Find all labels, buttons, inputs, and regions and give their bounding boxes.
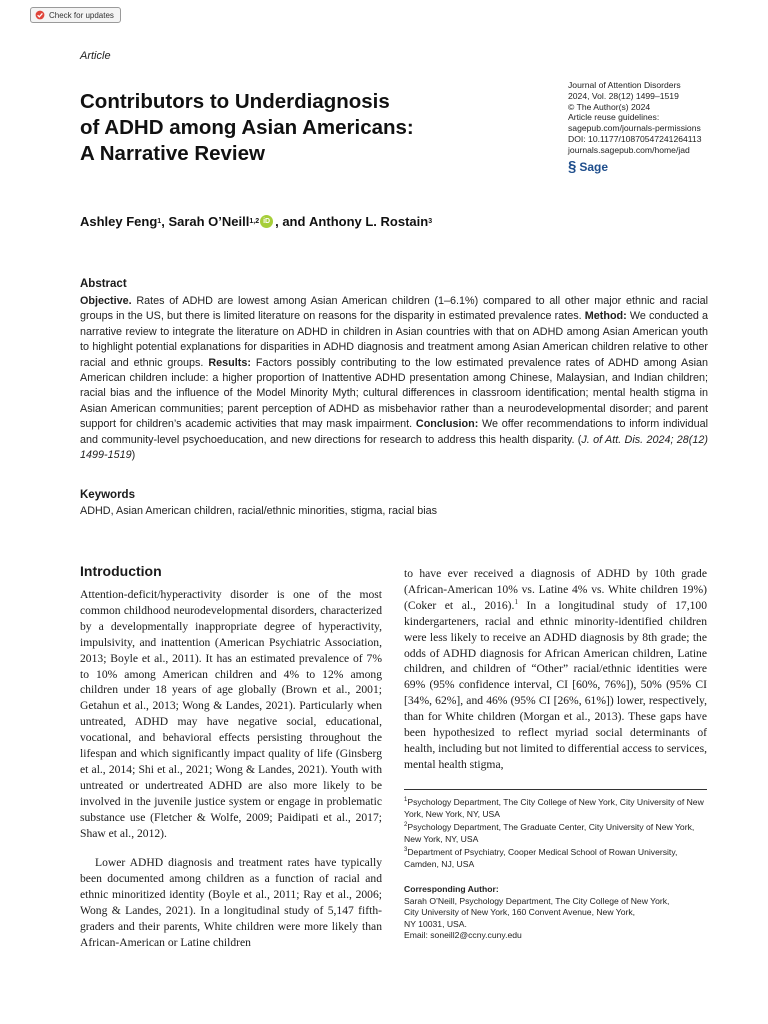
author-separator: , and xyxy=(275,214,310,229)
keywords-list: ADHD, Asian American children, racial/ethnic minorities, stigma, racial bias xyxy=(80,505,438,517)
sage-wordmark: Sage xyxy=(579,160,609,174)
results-text: Factors possibly contributing to the low estimated prevalence rates of ADHD among Asian American children include: a higher proportion of Inattentive ADHD presentation among Chinese, Malaysian, and Indian children; racial bias and the influence of the Model Minority Myth; cultural differences in classroom identification; mental health stigma in Asian American communities; parent perception of ADHD as misbehavior rather than a neurodevelopmental disorder; and parent support for children’s academic activities that may mask impairment. xyxy=(80,356,709,431)
corresponding-line: NY 10031, USA. xyxy=(404,918,467,929)
affiliation-item xyxy=(404,822,707,845)
citation-text: J. of Att. Dis. 2024; 28(12) 1499-1519 xyxy=(80,433,709,462)
method-text: We conducted a narrative review to integrate the literature on ADHD in children in Asian countries with that on ADHD among Asian American youth to highlight potential explanations for disparities in ADHD diagnosis and treatment among Asian American children relative to other racial and ethnic groups. xyxy=(80,310,708,369)
results-label: Results: xyxy=(208,356,251,369)
corresponding-line: Sarah O’Neill, Psychology Department, The City College of New York, xyxy=(404,895,670,906)
title-line-2: of ADHD among Asian Americans: xyxy=(80,116,414,139)
affiliation-text: Psychology Department, The Graduate Center, City University of New York, New York, NY, USA xyxy=(404,822,695,844)
abstract-body xyxy=(80,294,708,463)
affiliation-number: 2 xyxy=(404,822,408,829)
article-type-label: Article xyxy=(80,50,111,62)
affiliations xyxy=(404,797,707,873)
continued-text-b: In a longitudinal study of 17,100 kindergarteners, racial and ethnic minority-identified children were less likely to receive an ADHD diagnosis by 8th grade; the odds of ADHD diagnosis for African American children, Latine children, and children of “Other” racial/ethnic identities were 69% (95% confidence interval, CI [60%, 76%]), 50% (95% CI [34%, 62%], and 46% (95% CI [26%, 61%]) lower, respectively, than for White children (Morgan et al., 2013). These gaps have been hypothesized to reflect myriad social determinants of health, including but not limited to differential access to services, mental health stigma, xyxy=(404,598,707,771)
author-name[interactable]: Ashley Feng xyxy=(80,214,158,229)
affiliation-item xyxy=(404,847,707,870)
author-name[interactable]: Anthony L. Rostain xyxy=(309,214,429,229)
article-title xyxy=(80,89,480,167)
abstract-heading: Abstract xyxy=(80,278,127,290)
author-separator: , xyxy=(161,214,169,229)
corresponding-heading: Corresponding Author: xyxy=(404,884,499,894)
affiliation-number: 3 xyxy=(404,847,408,854)
affiliation-text: Department of Psychiatry, Cooper Medical School of Rowan University, Camden, NJ, USA xyxy=(404,847,678,869)
journal-homepage-link[interactable]: journals.sagepub.com/home/jad xyxy=(568,144,690,155)
update-icon xyxy=(35,10,45,20)
journal-metadata xyxy=(568,80,748,156)
doi-link[interactable]: DOI: 10.1177/10870547241264113 xyxy=(568,133,702,144)
affiliation-text: Psychology Department, The City College of New York, City University of New York, New York, NY, USA xyxy=(404,797,704,819)
author-name[interactable]: Sarah O’Neill xyxy=(168,214,250,229)
journal-name: Journal of Attention Disorders xyxy=(568,80,681,90)
introduction-heading: Introduction xyxy=(80,563,162,579)
affiliation-item xyxy=(404,797,707,820)
sage-logo xyxy=(568,160,608,174)
journal-copyright: © The Author(s) 2024 xyxy=(568,101,651,112)
affiliation-number: 1 xyxy=(404,797,408,804)
conclusion-text: We offer recommendations to inform individual and community-level psychoeducation, and new directions for research to address this health disparity. ( xyxy=(80,418,708,446)
intro-paragraph-1: Attention-deficit/hyperactivity disorder is one of the most common childhood neurodevelopmental disorders, characterized by a developmentally inappropriate degree of hyperactivity, impulsivity, and inattention (American Psychiatric Association, 2013; Boyle et al., 2011). It has an estimated prevalence of 7% to 10% among American children and 4% to 12% among children under 18 years of age globally (Brown et al., 2001; Getahun et al., 2013; Wong & Landes, 2021). Particularly when untreated, ADHD may have negative social, educational, vocational, and behavioral effects persisting throughout the lifespan and which significantly impact quality of life (Ginsberg et al., 2014; Shi et al., 2021; Wong & Landes, 2021). Youth with untreated or undertreated ADHD are also more likely to be involved in the juvenile justice system or engage in problematic substance use (Fletcher & Wolfe, 2009; Paidipati et al., 2017; Shaw et al., 2012). xyxy=(80,588,382,840)
intro-paragraph-continued xyxy=(404,566,707,773)
check-for-updates-label: Check for updates xyxy=(49,10,114,20)
journal-volume: 2024, Vol. 28(12) 1499–1519 xyxy=(568,90,679,101)
sage-s-icon: § xyxy=(568,158,577,175)
check-for-updates-badge[interactable] xyxy=(30,7,121,23)
citation-close: ) xyxy=(131,449,136,462)
reuse-guidelines: Article reuse guidelines: xyxy=(568,112,660,123)
conclusion-label: Conclusion: xyxy=(415,418,479,431)
intro-paragraph-2: Lower ADHD diagnosis and treatment rates have typically been documented among children as a function of racial and ethnic minoritized identity (Boyle et al., 2011; Ray et al., 2006; Wong & Landes, 2021). In a longitudinal study of 5,147 fifth-graders and their parents, White children were more likely than African-American or Latine children xyxy=(80,856,382,949)
permissions-link[interactable]: sagepub.com/journals-permissions xyxy=(568,123,701,134)
objective-text: Rates of ADHD are lowest among Asian American children (1–6.1%) compared to all other major ethnic and racial groups in the US, but there is limited literature on reasons for the disparity in estimated prevalence rates. xyxy=(80,295,708,323)
keywords-heading: Keywords xyxy=(80,489,135,501)
title-line-3: A Narrative Review xyxy=(80,142,265,165)
title-line-1: Contributors to Underdiagnosis xyxy=(80,90,390,113)
corresponding-author xyxy=(404,884,707,942)
footnote-divider xyxy=(404,789,707,790)
orcid-icon[interactable]: iD xyxy=(260,215,273,228)
footnote-mark[interactable]: 1 xyxy=(514,597,518,606)
author-list: Ashley Feng 1 , Sarah O’Neill 1,2 iD , and Anthony L. Rostain 3 xyxy=(80,214,433,229)
objective-label: Objective. xyxy=(80,295,132,307)
continued-text-a: to have ever received a diagnosis of ADHD by 10th grade (African-American 10% vs. Latine 4% vs. White children 19%) (Coker et al., 2016). xyxy=(404,567,707,612)
corresponding-line: City University of New York, 160 Convent Avenue, New York, xyxy=(404,907,636,918)
method-label: Method: xyxy=(584,310,627,323)
corresponding-email[interactable]: Email: soneill2@ccny.cuny.edu xyxy=(404,930,522,941)
